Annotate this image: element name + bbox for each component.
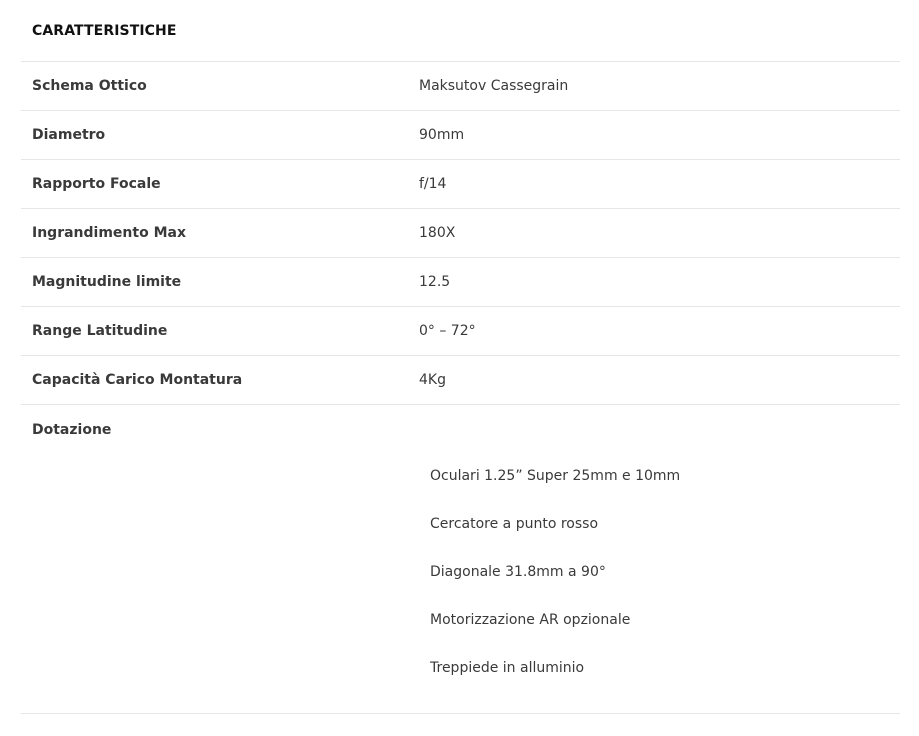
specifications-header xyxy=(21,0,900,62)
spec-label: Schema Ottico xyxy=(32,78,147,94)
spec-row-range-latitudine xyxy=(21,307,900,356)
spec-label: Magnitudine limite xyxy=(32,274,182,290)
spec-value: 12.5 xyxy=(419,274,451,290)
spec-value: 90mm xyxy=(419,127,465,143)
dotazione-list xyxy=(430,467,680,707)
dotazione-item: Diagonale 31.8mm a 90° xyxy=(430,564,606,580)
dotazione-item: Treppiede in alluminio xyxy=(430,660,585,676)
spec-row-capacita-carico xyxy=(21,356,900,405)
spec-label: Diametro xyxy=(32,127,106,143)
specifications-table xyxy=(21,0,900,714)
spec-row-dotazione xyxy=(21,405,900,714)
spec-value: Maksutov Cassegrain xyxy=(419,78,569,94)
spec-row-schema-ottico xyxy=(21,62,900,111)
dotazione-item: Motorizzazione AR opzionale xyxy=(430,612,631,628)
spec-value: 4Kg xyxy=(419,372,446,388)
spec-label: Rapporto Focale xyxy=(32,176,161,192)
spec-label: Capacità Carico Montatura xyxy=(32,372,243,388)
spec-label: Range Latitudine xyxy=(32,323,168,339)
spec-row-ingrandimento-max xyxy=(21,209,900,258)
section-title: CARATTERISTICHE xyxy=(32,23,177,39)
spec-row-diametro xyxy=(21,111,900,160)
spec-label: Ingrandimento Max xyxy=(32,225,186,241)
spec-row-magnitudine-limite xyxy=(21,258,900,307)
spec-row-rapporto-focale xyxy=(21,160,900,209)
spec-value: 180X xyxy=(419,225,456,241)
spec-label: Dotazione xyxy=(32,422,112,438)
dotazione-item: Oculari 1.25” Super 25mm e 10mm xyxy=(430,468,681,484)
spec-value: 0° – 72° xyxy=(419,323,476,339)
dotazione-item: Cercatore a punto rosso xyxy=(430,516,599,532)
spec-value: f/14 xyxy=(419,176,447,192)
